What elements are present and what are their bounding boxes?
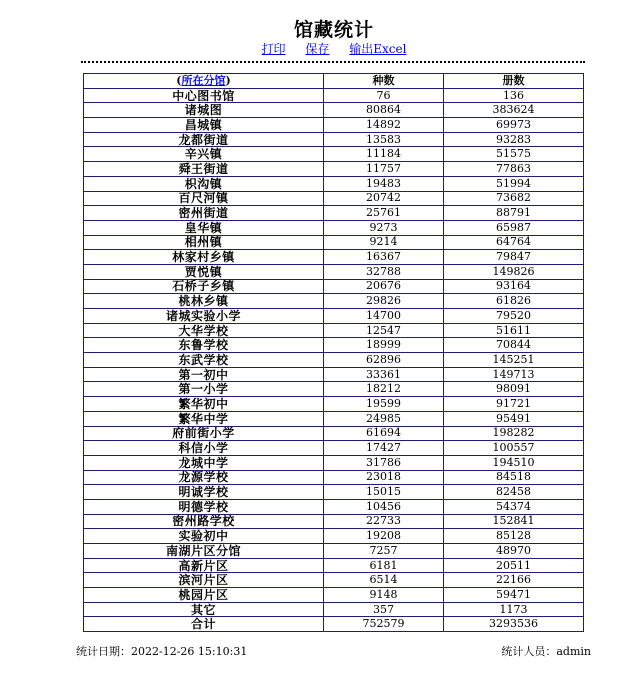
stat-date-value: 2022-12-26 15:10:31 [131,645,248,658]
table-row [84,103,584,118]
table-row [84,455,584,470]
branch-name-cell: 东武学校 [84,353,324,368]
branch-name-cell: 繁华初中 [84,397,324,412]
branch-name-cell: 石桥子乡镇 [84,279,324,294]
titles-count-cell: 33361 [324,367,444,382]
titles-count-cell: 12547 [324,323,444,338]
branch-name-cell: 桃林乡镇 [84,294,324,309]
collection-stats-table [83,73,584,632]
volumes-count-cell: 64764 [444,235,584,250]
page-title: 馆藏统计 [293,19,374,41]
titles-count-cell: 13583 [324,132,444,147]
volumes-count-cell: 152841 [444,514,584,529]
titles-count-cell: 11184 [324,147,444,162]
titles-count-cell: 19483 [324,176,444,191]
volumes-count-cell: 54374 [444,499,584,514]
table-row [84,323,584,338]
volumes-count-cell: 82458 [444,485,584,500]
table-row [84,514,584,529]
stat-user-value: admin [556,645,591,658]
titles-count-cell: 7257 [324,544,444,559]
volumes-count-cell: 383624 [444,103,584,118]
titles-count-cell: 357 [324,602,444,617]
table-row [84,235,584,250]
branch-name-cell: 实验初中 [84,529,324,544]
table-row [84,426,584,441]
table-row [84,353,584,368]
titles-count-cell: 16367 [324,250,444,265]
titles-count-cell: 18212 [324,382,444,397]
titles-count-cell: 61694 [324,426,444,441]
titles-count-cell: 32788 [324,264,444,279]
titles-count-cell: 20742 [324,191,444,206]
volumes-count-cell: 194510 [444,455,584,470]
branch-header-open-paren: ( [176,73,182,87]
table-row [84,367,584,382]
table-row [84,485,584,500]
table-row [84,382,584,397]
table-row [84,309,584,324]
volumes-count-cell: 69973 [444,118,584,133]
branch-name-cell: 舜王街道 [84,162,324,177]
dotted-divider [81,61,585,63]
volumes-count-cell: 3293536 [444,617,584,632]
table-row [84,529,584,544]
volumes-count-cell: 70844 [444,338,584,353]
table-row [84,176,584,191]
stat-date [76,643,247,659]
table-row [84,602,584,617]
table-row [84,338,584,353]
branch-name-cell: 桃园片区 [84,588,324,603]
volumes-count-cell: 73682 [444,191,584,206]
titles-count-cell: 15015 [324,485,444,500]
branch-name-cell: 第一小学 [84,382,324,397]
volumes-count-cell: 84518 [444,470,584,485]
volumes-count-cell: 149713 [444,367,584,382]
table-row [84,441,584,456]
branch-name-cell: 密州路学校 [84,514,324,529]
volumes-count-cell: 65987 [444,220,584,235]
table-row [84,573,584,588]
volumes-count-cell: 93164 [444,279,584,294]
titles-count-cell: 31786 [324,455,444,470]
branch-name-cell: 辛兴镇 [84,147,324,162]
branch-name-cell: 百尺河镇 [84,191,324,206]
volumes-count-cell: 51575 [444,147,584,162]
titles-count-cell: 62896 [324,353,444,368]
volumes-count-cell: 98091 [444,382,584,397]
branch-name-cell: 明诚学校 [84,485,324,500]
table-row [84,558,584,573]
titles-count-cell: 10456 [324,499,444,514]
volumes-count-cell: 79520 [444,309,584,324]
titles-count-cell: 9148 [324,588,444,603]
titles-count-cell: 23018 [324,470,444,485]
branch-name-cell: 诸城实验小学 [84,309,324,324]
table-row [84,588,584,603]
volumes-count-cell: 79847 [444,250,584,265]
titles-count-cell: 19208 [324,529,444,544]
table-row [84,118,584,133]
table-row [84,279,584,294]
titles-count-cell: 14700 [324,309,444,324]
table-row [84,617,584,632]
titles-count-cell: 11757 [324,162,444,177]
table-row [84,397,584,412]
save-link[interactable]: 保存 [305,42,330,56]
branch-name-cell: 东鲁学校 [84,338,324,353]
branch-name-cell: 林家村乡镇 [84,250,324,265]
branch-name-cell: 高新片区 [84,558,324,573]
volumes-count-cell: 149826 [444,264,584,279]
branch-name-cell: 诸城图 [84,103,324,118]
volumes-count-cell: 22166 [444,573,584,588]
branch-name-cell: 昌城镇 [84,118,324,133]
table-row [84,132,584,147]
table-row [84,470,584,485]
titles-count-cell: 9214 [324,235,444,250]
table-row [84,250,584,265]
volumes-count-cell: 88791 [444,206,584,221]
branch-name-cell: 枳沟镇 [84,176,324,191]
volumes-count-cell: 20511 [444,558,584,573]
branch-name-cell: 繁华中学 [84,411,324,426]
volumes-count-cell: 145251 [444,353,584,368]
table-row [84,544,584,559]
volumes-count-cell: 93283 [444,132,584,147]
titles-count-cell: 752579 [324,617,444,632]
stat-date-label: 统计日期： [76,645,131,658]
branch-name-cell: 龙源学校 [84,470,324,485]
stat-user [501,643,591,659]
titles-count-cell: 24985 [324,411,444,426]
table-row [84,147,584,162]
table-row [84,264,584,279]
volumes-count-cell: 51994 [444,176,584,191]
titles-count-cell: 6514 [324,573,444,588]
export-excel-link[interactable]: 输出Excel [349,42,407,56]
titles-count-cell: 22733 [324,514,444,529]
table-row [84,162,584,177]
table-row [84,206,584,221]
table-row [84,294,584,309]
branch-name-cell: 相州镇 [84,235,324,250]
titles-count-cell: 18999 [324,338,444,353]
branch-name-cell: 大华学校 [84,323,324,338]
titles-column-header: 种数 [324,74,444,89]
table-header-row [84,74,584,89]
table-row [84,88,584,103]
stat-user-label: 统计人员： [501,645,557,658]
branch-name-cell: 中心图书馆 [84,88,324,103]
volumes-count-cell: 100557 [444,441,584,456]
branch-name-cell: 科信小学 [84,441,324,456]
action-links [0,42,633,56]
volumes-count-cell: 48970 [444,544,584,559]
titles-count-cell: 17427 [324,441,444,456]
branch-name-cell: 其它 [84,602,324,617]
branch-header-close-paren: ) [225,73,231,87]
branch-name-cell: 合计 [84,617,324,632]
branch-name-cell: 府前街小学 [84,426,324,441]
titles-count-cell: 20676 [324,279,444,294]
volumes-count-cell: 198282 [444,426,584,441]
branch-name-cell: 滨河片区 [84,573,324,588]
branch-sort-link[interactable]: 所在分馆 [181,73,226,87]
branch-name-cell: 明德学校 [84,499,324,514]
volumes-count-cell: 59471 [444,588,584,603]
volumes-count-cell: 95491 [444,411,584,426]
branch-name-cell: 第一初中 [84,367,324,382]
titles-count-cell: 25761 [324,206,444,221]
volumes-count-cell: 61826 [444,294,584,309]
branch-column-header [84,74,324,89]
table-row [84,499,584,514]
table-row [84,411,584,426]
titles-count-cell: 6181 [324,558,444,573]
branch-name-cell: 龙都街道 [84,132,324,147]
branch-name-cell: 皇华镇 [84,220,324,235]
volumes-count-cell: 136 [444,88,584,103]
titles-count-cell: 9273 [324,220,444,235]
table-row [84,220,584,235]
branch-name-cell: 龙城中学 [84,455,324,470]
print-link[interactable]: 打印 [261,42,286,56]
titles-count-cell: 76 [324,88,444,103]
volumes-count-cell: 1173 [444,602,584,617]
branch-name-cell: 贾悦镇 [84,264,324,279]
volumes-count-cell: 91721 [444,397,584,412]
volumes-count-cell: 51611 [444,323,584,338]
volumes-column-header: 册数 [444,74,584,89]
titles-count-cell: 19599 [324,397,444,412]
volumes-count-cell: 77863 [444,162,584,177]
volumes-count-cell: 85128 [444,529,584,544]
titles-count-cell: 14892 [324,118,444,133]
branch-name-cell: 南湖片区分馆 [84,544,324,559]
branch-name-cell: 密州街道 [84,206,324,221]
titles-count-cell: 29826 [324,294,444,309]
table-row [84,191,584,206]
titles-count-cell: 80864 [324,103,444,118]
